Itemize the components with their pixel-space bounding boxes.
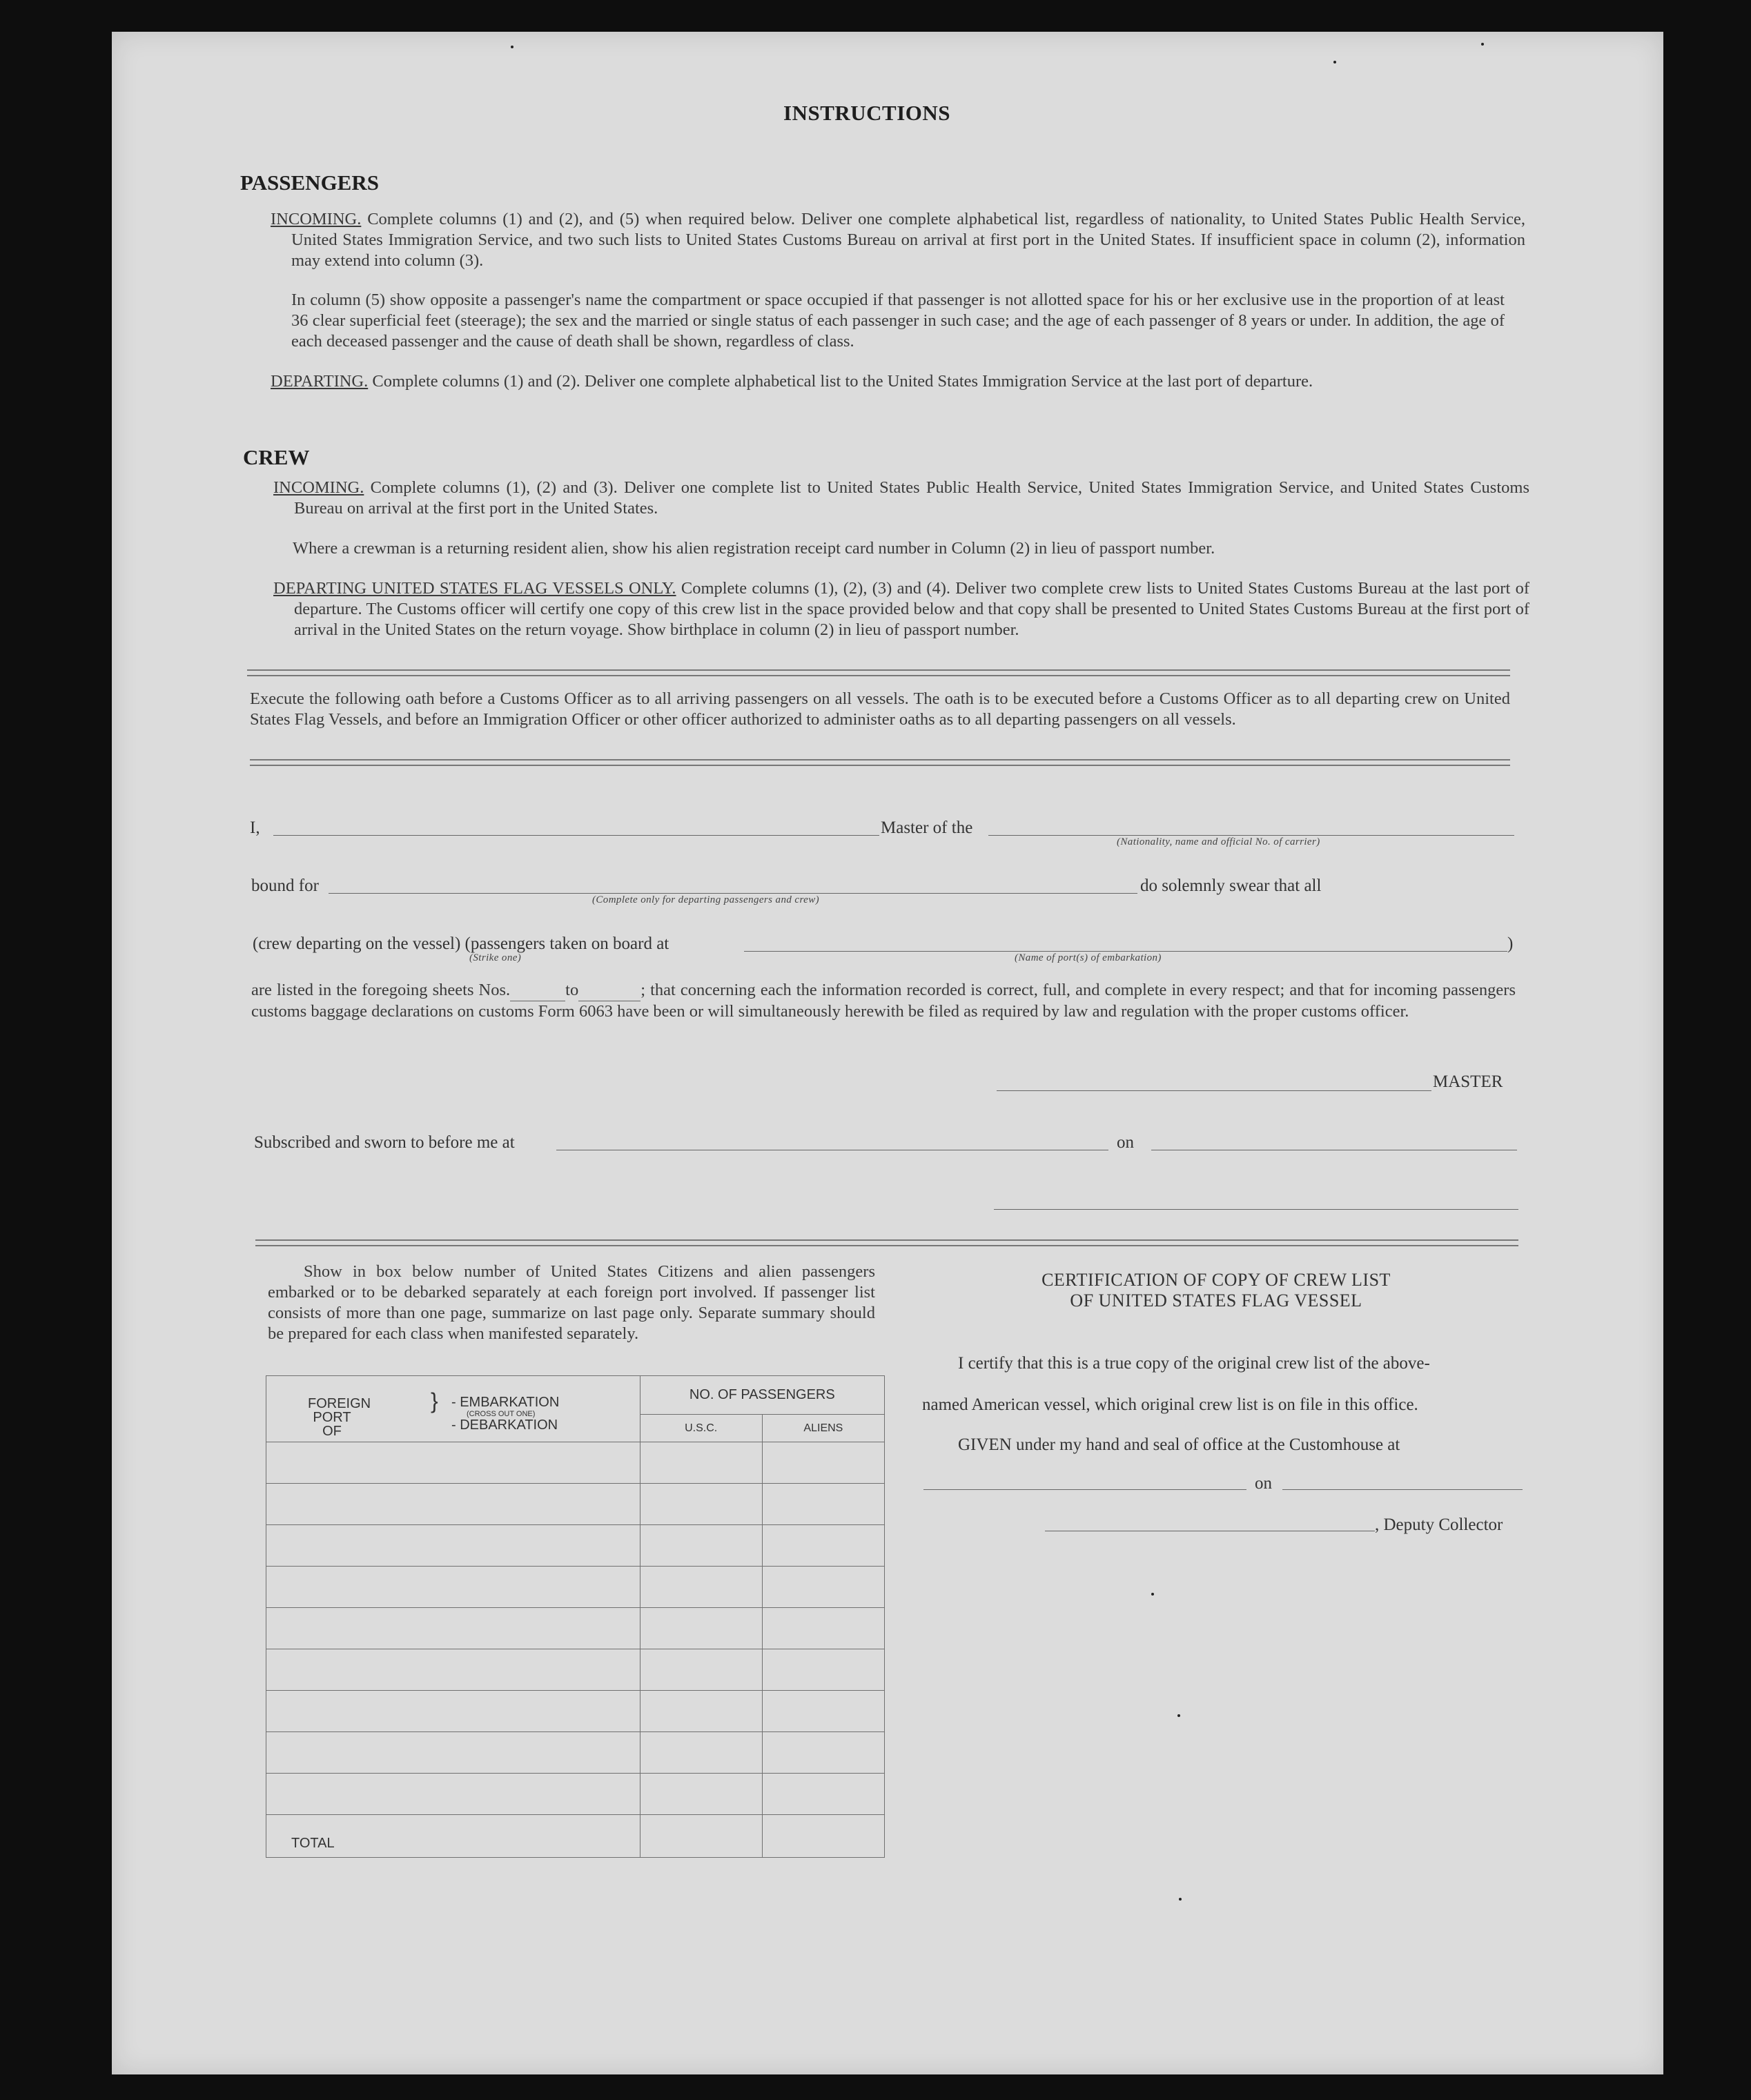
crew-incoming-label: INCOMING.	[273, 478, 364, 497]
ports-field[interactable]	[744, 951, 1507, 952]
scan-speck	[1151, 1593, 1154, 1596]
port-cell[interactable]	[266, 1774, 640, 1815]
passengers-count-header: NO. OF PASSENGERS	[640, 1376, 884, 1415]
usc-cell[interactable]	[640, 1525, 762, 1567]
usc-cell[interactable]	[640, 1649, 762, 1691]
certification-on-label: on	[1255, 1474, 1272, 1493]
scan-speck	[1481, 43, 1484, 46]
deputy-collector-label: , Deputy Collector	[1375, 1515, 1503, 1534]
total-cell	[266, 1815, 640, 1858]
certification-title-line2: OF UNITED STATES FLAG VESSEL	[1070, 1291, 1362, 1311]
summary-instructions-text: Show in box below number of United States Citizens and alien passengers embarked or to be debarked separately at each foreign port involved. If passenger list consists of more than one page, summarize on last page only. Separate summary should be prepared for each class when manifested separately.	[268, 1262, 875, 1343]
aliens-cell[interactable]	[762, 1774, 884, 1815]
certification-line2: named American vessel, which original crew list is on file in this office.	[922, 1395, 1418, 1414]
table-row	[266, 1484, 885, 1525]
crew-departing-text: (crew departing on the vessel) (passengers taken on board at	[253, 934, 669, 953]
port-cell[interactable]	[266, 1608, 640, 1649]
bound-for-caption: (Complete only for departing passengers and crew)	[592, 894, 820, 905]
usc-total-cell[interactable]	[640, 1815, 762, 1858]
passengers-departing-label: DEPARTING.	[271, 372, 369, 391]
table-row	[266, 1608, 885, 1649]
close-paren: )	[1507, 934, 1514, 953]
total-label: TOTAL	[291, 1836, 335, 1851]
sheet-to-field[interactable]	[578, 980, 640, 1001]
listed-text-b: ; that concerning each the information recorded is correct, full, and complete in every respect; and that for incoming passengers customs baggage declarations on customs Form 6063 have been or will simultaneously herewith be filed as required by law and regulation with the proper customs officer.	[251, 981, 1516, 1021]
oath-intro: Execute the following oath before a Customs Officer as to all arriving passengers on all vessels. The oath is to be executed before a Customs Officer as to all departing crew on United States Flag Vessels, and before an Immigration Officer or other officer authorized to administer oaths as to all departing passengers on all vessels.	[250, 689, 1510, 729]
usc-cell[interactable]	[640, 1567, 762, 1608]
passengers-incoming-label: INCOMING.	[271, 210, 362, 228]
crew-incoming-paragraph	[273, 478, 1529, 519]
foreign-port-label: FOREIGN PORT OF	[308, 1396, 371, 1439]
carrier-field[interactable]	[988, 835, 1514, 836]
ports-caption: (Name of port(s) of embarkation)	[1015, 952, 1162, 963]
certification-title	[906, 1270, 1527, 1311]
crew-departing-label: DEPARTING UNITED STATES FLAG VESSELS ONLY.	[273, 579, 676, 598]
officer-signature-field[interactable]	[994, 1209, 1518, 1210]
crew-incoming-text: Complete columns (1), (2) and (3). Deliver one complete list to United States Public Health Service, United States Immigration Service, and United States Customs Bureau on arrival at the first port in the United States.	[294, 478, 1529, 518]
master-name-field[interactable]	[273, 835, 879, 836]
aliens-total-cell[interactable]	[762, 1815, 884, 1858]
usc-header: U.S.C.	[640, 1415, 762, 1442]
sheet-from-field[interactable]	[510, 980, 565, 1001]
certification-line1: I certify that this is a true copy of the original crew list of the above-	[958, 1354, 1430, 1373]
summary-instructions	[268, 1262, 875, 1344]
table-row	[266, 1774, 885, 1815]
aliens-cell[interactable]	[762, 1649, 884, 1691]
passengers-incoming-paragraph	[271, 209, 1525, 271]
bound-for-field[interactable]	[329, 893, 1137, 894]
passengers-departing-paragraph	[271, 371, 1525, 392]
brace-glyph: }	[431, 1388, 438, 1413]
listed-paragraph	[251, 980, 1516, 1022]
crew-resident-paragraph: Where a crewman is a returning resident alien, show his alien registration receipt card number in Column (2) in lieu of passport number.	[293, 539, 1215, 558]
port-cell[interactable]	[266, 1649, 640, 1691]
total-row	[266, 1815, 885, 1858]
aliens-cell[interactable]	[762, 1442, 884, 1484]
swear-text: do solemnly swear that all	[1140, 876, 1322, 895]
crew-departing-text: Complete columns (1), (2), (3) and (4). Deliver two complete crew lists to United States Customs Bureau at the last port of departure. The Customs officer will certify one copy of this crew list in the space provided below and that copy shall be presented to United States Customs Bureau at the first port of arrival in the United States on the return voyage. Show birthplace in column (2) in lieu of passport number.	[294, 579, 1529, 639]
passenger-summary-table	[266, 1375, 885, 1858]
certification-line3: GIVEN under my hand and seal of office at the Customhouse at	[958, 1435, 1400, 1454]
aliens-cell[interactable]	[762, 1608, 884, 1649]
passengers-incoming-text: Complete columns (1) and (2), and (5) when required below. Deliver one complete alphabetical list, regardless of nationality, to United States Public Health Service, United States Immigration Service, and two such lists to United States Customs Bureau on arrival at first port in the United States. If insufficient space in column (2), information may extend into column (3).	[291, 210, 1525, 270]
embarkation-label: - EMBARKATION	[451, 1395, 560, 1410]
aliens-cell[interactable]	[762, 1525, 884, 1567]
aliens-cell[interactable]	[762, 1732, 884, 1774]
page-title: INSTRUCTIONS	[783, 101, 951, 125]
table-row	[266, 1732, 885, 1774]
port-cell[interactable]	[266, 1484, 640, 1525]
strike-caption: (Strike one)	[469, 952, 522, 963]
customhouse-field[interactable]	[923, 1489, 1246, 1490]
scan-speck	[511, 46, 513, 48]
table-row	[266, 1567, 885, 1608]
double-rule	[250, 759, 1510, 766]
port-cell[interactable]	[266, 1567, 640, 1608]
usc-cell[interactable]	[640, 1691, 762, 1732]
usc-cell[interactable]	[640, 1732, 762, 1774]
aliens-cell[interactable]	[762, 1567, 884, 1608]
carrier-caption: (Nationality, name and official No. of carrier)	[1117, 836, 1320, 847]
table-row	[266, 1691, 885, 1732]
oath-i-label: I,	[250, 818, 260, 837]
foreign-port-header	[266, 1376, 640, 1442]
table-row	[266, 1525, 885, 1567]
aliens-cell[interactable]	[762, 1484, 884, 1525]
port-cell[interactable]	[266, 1732, 640, 1774]
aliens-header: ALIENS	[762, 1415, 884, 1442]
scan-speck	[1333, 61, 1336, 63]
passengers-departing-text: Complete columns (1) and (2). Deliver one complete alphabetical list to the United States Immigration Service at the last port of departure.	[368, 372, 1313, 391]
usc-cell[interactable]	[640, 1442, 762, 1484]
double-rule	[247, 669, 1510, 676]
bound-for-label: bound for	[251, 876, 319, 895]
double-rule	[255, 1239, 1518, 1246]
usc-cell[interactable]	[640, 1484, 762, 1525]
debarkation-label: - DEBARKATION	[451, 1417, 558, 1433]
scan-speck	[1179, 1898, 1182, 1901]
listed-to: to	[565, 981, 579, 999]
passengers-column5-paragraph: In column (5) show opposite a passenger's name the compartment or space occupied if that passenger is not allotted space for his or her exclusive use in the proportion of at least 36 clear superficial feet (steerage); the sex and the married or single status of each passenger in such case; and the age of each passenger of 8 years or under. In addition, the age of each deceased passenger and the cause of death shall be shown, regardless of class.	[291, 291, 1505, 351]
master-signature-field[interactable]	[997, 1090, 1431, 1091]
port-cell[interactable]	[266, 1691, 640, 1732]
subscribed-label: Subscribed and sworn to before me at	[254, 1133, 515, 1152]
table-row	[266, 1649, 885, 1691]
crew-departing-paragraph	[273, 578, 1529, 640]
aliens-cell[interactable]	[762, 1691, 884, 1732]
cross-out-label: (CROSS OUT ONE)	[467, 1410, 536, 1418]
passengers-heading: PASSENGERS	[240, 170, 379, 195]
certification-title-line1: CERTIFICATION OF COPY OF CREW LIST	[1041, 1270, 1391, 1290]
master-of-label: Master of the	[881, 818, 973, 837]
listed-text-a: are listed in the foregoing sheets Nos.	[251, 981, 511, 999]
port-cell[interactable]	[266, 1442, 640, 1484]
port-cell[interactable]	[266, 1525, 640, 1567]
scan-speck	[1177, 1714, 1180, 1717]
master-signature-label: MASTER	[1433, 1072, 1503, 1091]
usc-cell[interactable]	[640, 1608, 762, 1649]
table-row	[266, 1442, 885, 1484]
sworn-on-label: on	[1117, 1133, 1134, 1152]
crew-heading: CREW	[243, 445, 310, 469]
certification-date-field[interactable]	[1282, 1489, 1523, 1490]
usc-cell[interactable]	[640, 1774, 762, 1815]
